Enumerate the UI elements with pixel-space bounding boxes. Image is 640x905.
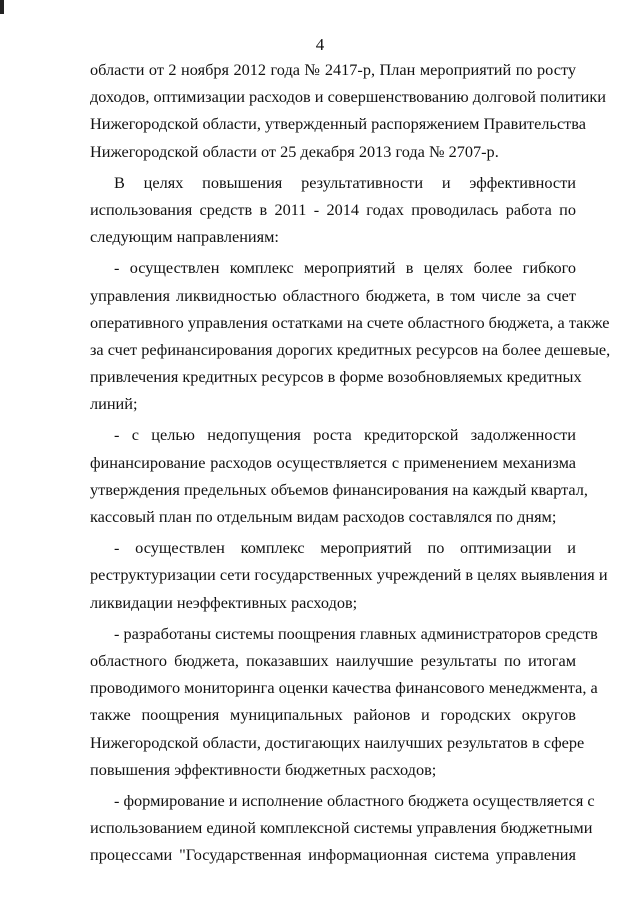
text-line: Нижегородской области, утвержденный распоряжением Правительства (90, 114, 586, 134)
text-line: - осуществлен комплекс мероприятий в целях более гибкого (114, 258, 576, 278)
text-line: - разработаны системы поощрения главных администраторов средств (114, 623, 598, 643)
text-line: Нижегородской области от 25 декабря 2013 года № 2707-р. (90, 141, 499, 161)
text-line: следующим направлениям: (90, 227, 279, 247)
text-line: проводимого мониторинга оценки качества финансового менеджмента, а (90, 678, 598, 698)
text-line: доходов, оптимизации расходов и совершенствованию долговой политики (90, 87, 606, 107)
text-line: В целях повышения результативности и эффективности (114, 172, 576, 192)
scan-corner-mark (0, 0, 4, 14)
text-line: - осуществлен комплекс мероприятий по оптимизации и (114, 538, 576, 558)
page-number: 4 (315, 35, 325, 54)
text-line: также поощрения муниципальных районов и городских округов (90, 705, 576, 725)
text-line: финансирование расходов осуществляется с применением механизма (90, 452, 576, 472)
text-line: кассовый план по отдельным видам расходов составлялся по дням; (90, 507, 557, 526)
text-line: реструктуризации сети государственных учреждений в целях выявления и (90, 565, 608, 585)
text-line: ликвидации неэффективных расходов; (90, 592, 358, 612)
text-line: областного бюджета, показавших наилучшие результаты по итогам (90, 650, 576, 670)
text-line: управления ликвидностью областного бюджета, в том числе за счет (90, 285, 576, 305)
text-line: Нижегородской области, достигающих наилучших результатов в сфере (90, 732, 585, 752)
text-line: - с целью недопущения роста кредиторской задолженности (114, 425, 576, 445)
text-line: - формирование и исполнение областного бюджета осуществляется с (114, 790, 595, 810)
text-line: привлечения кредитных ресурсов в форме возобновляемых кредитных (90, 367, 582, 387)
text-line: использованием единой комплексной системы управления бюджетными (90, 818, 593, 838)
text-line: утверждения предельных объемов финансирования на каждый квартал, (90, 479, 589, 499)
text-line: области от 2 ноября 2012 года № 2417-р, План мероприятий по росту (90, 60, 576, 79)
text-line: процессами "Государственная информационная система управления (90, 845, 576, 865)
text-line: линий; (90, 394, 138, 414)
text-line: использования средств в 2011 - 2014 годах проводилась работа по (90, 199, 576, 219)
text-line: повышения эффективности бюджетных расходов; (90, 759, 437, 779)
text-line: оперативного управления остатками на счете областного бюджета, а также (90, 312, 610, 332)
body-text (90, 56, 611, 868)
text-line: за счет рефинансирования дорогих кредитных ресурсов на более дешевые, (90, 339, 611, 359)
